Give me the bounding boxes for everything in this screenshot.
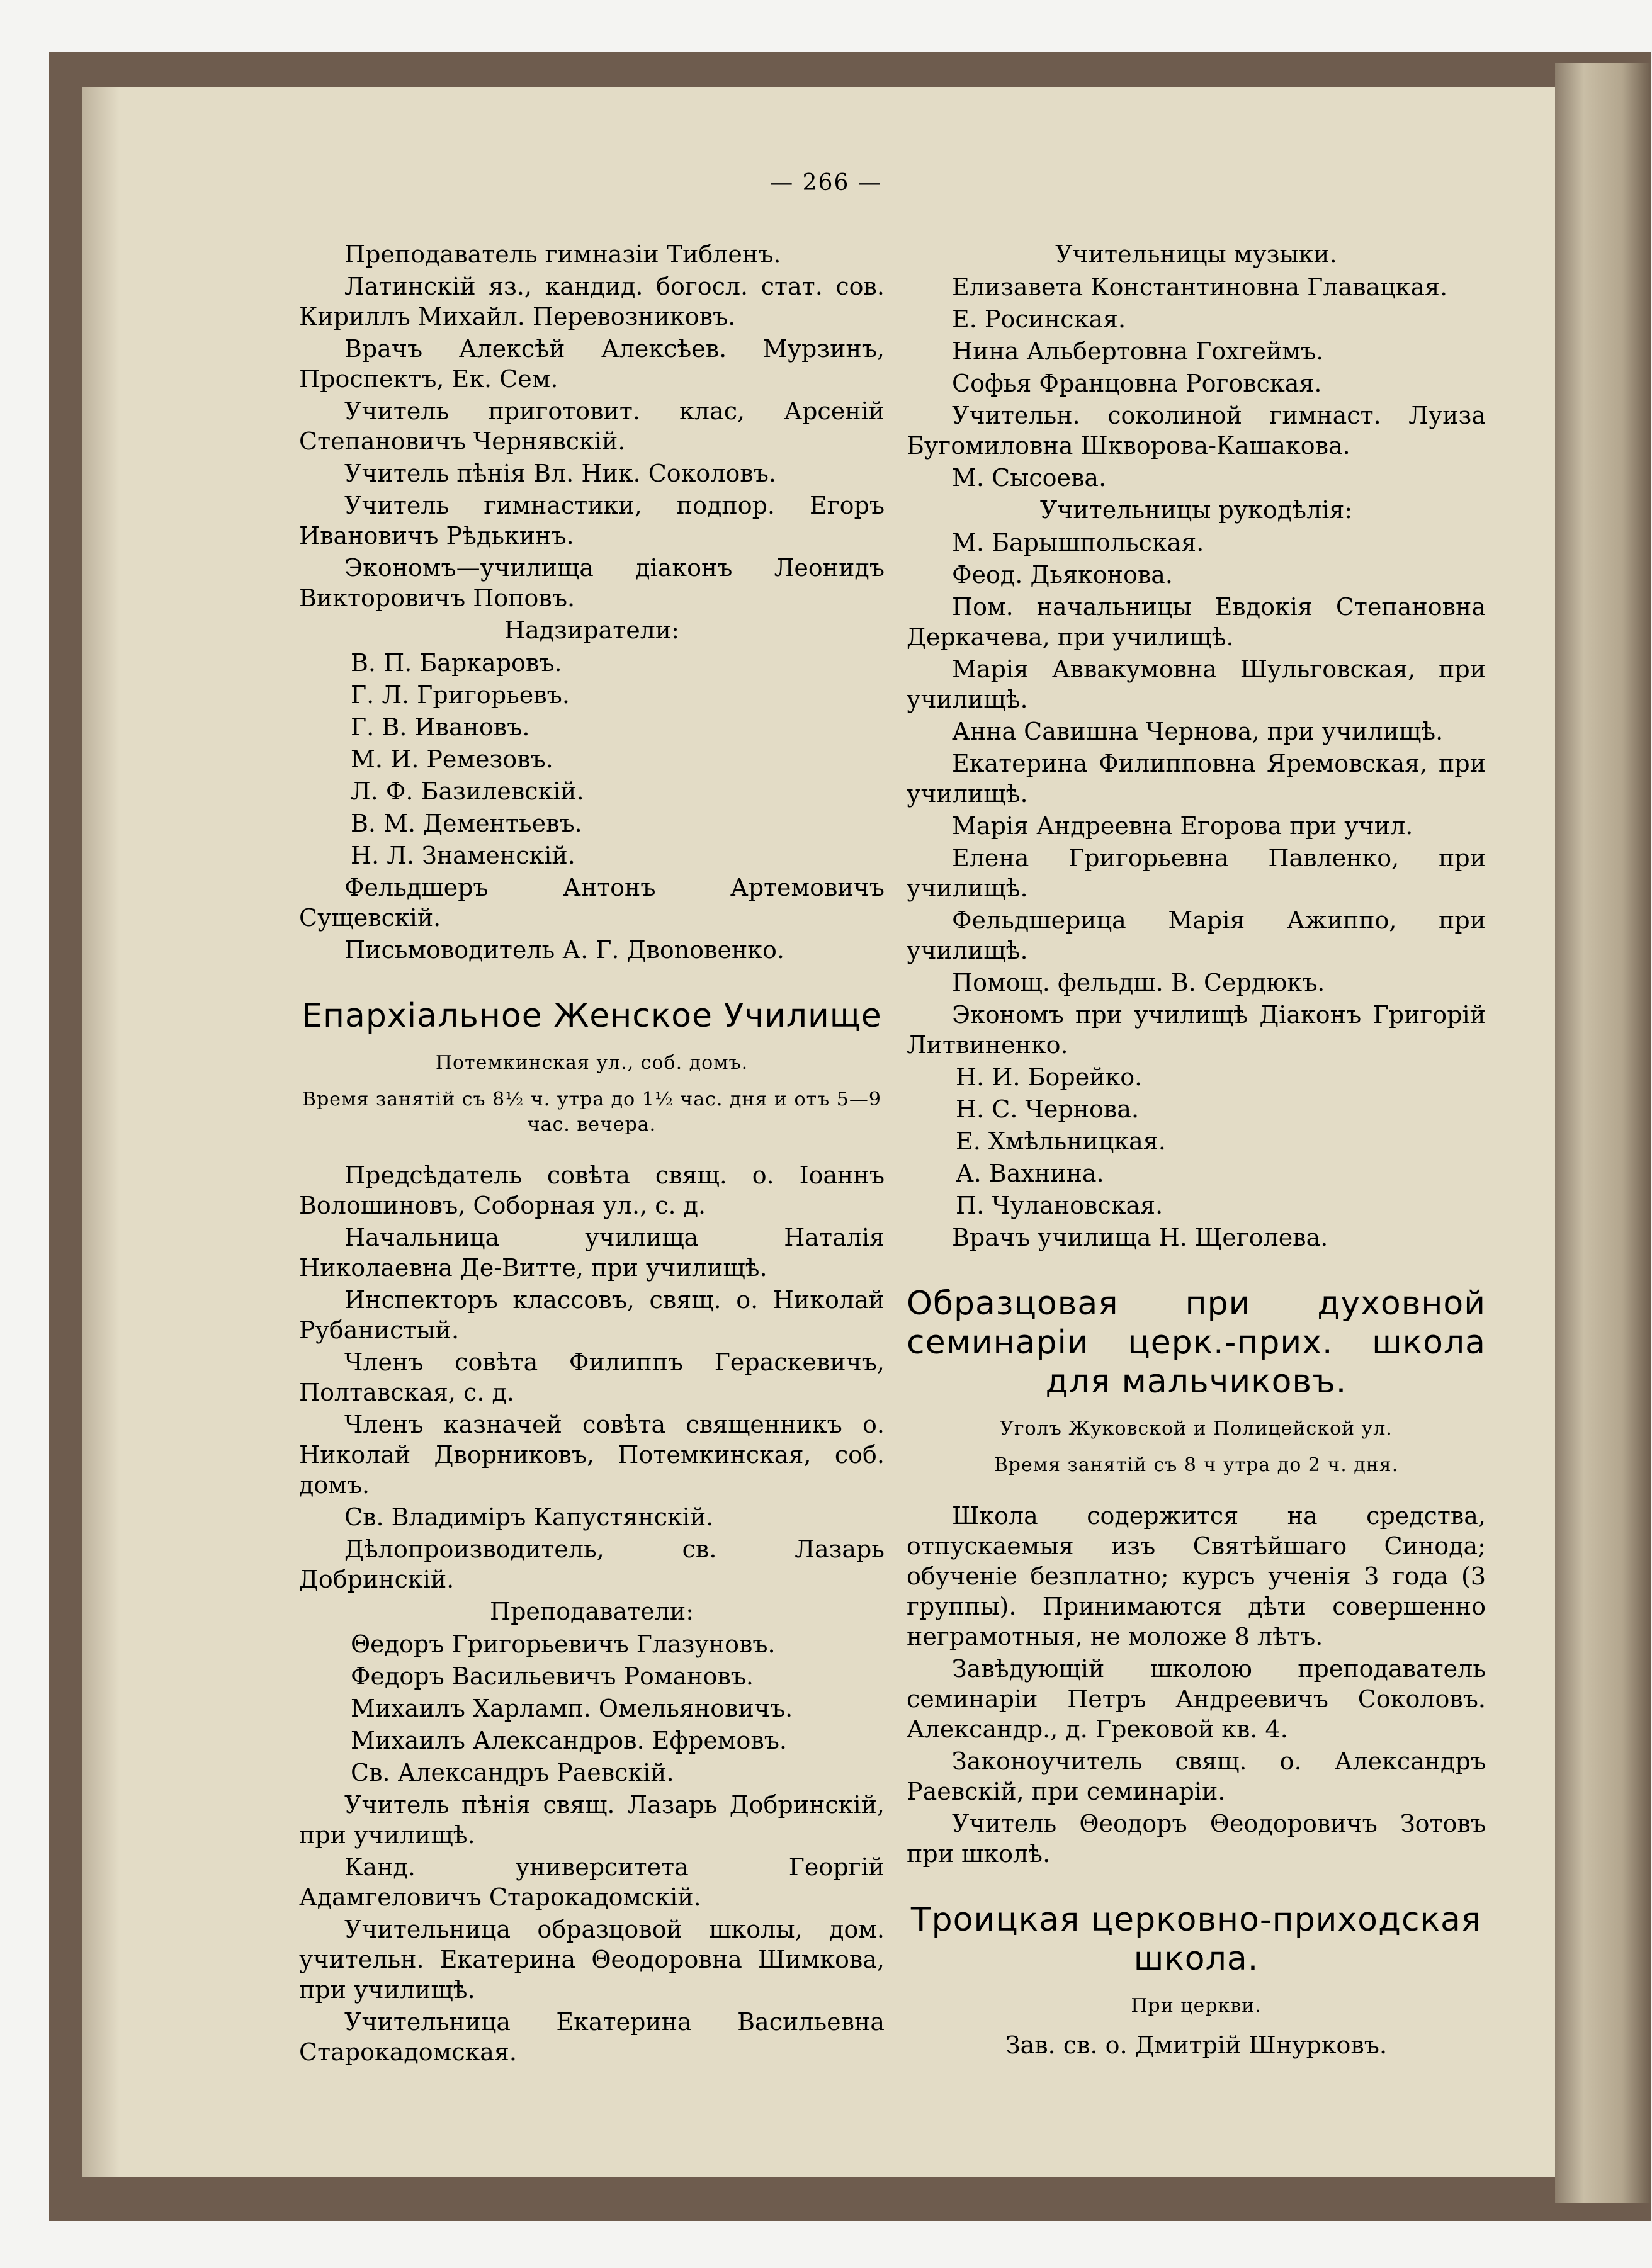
section-heading: Троицкая церковно-приходская школа. [910,1901,1482,1978]
left-column [299,239,885,2069]
paragraph: Учительница образцовой школы, дом. учительн. Екатерина Θеодоровна Шимкова, при училищѣ. [299,1915,885,2004]
paragraph: Екатерина Филипповна Яремовская, при училищѣ. [907,750,1486,808]
paragraph: Св. Владиміръ Капустянскій. [344,1503,714,1531]
paragraph: Нина Альбертовна Гохгеймъ. [952,337,1324,365]
paragraph: Членъ казначей совѣта священникъ о. Николай Дворниковъ, Потемкинская, соб. домъ. [299,1411,885,1499]
paragraph: Школа содержится на средства, отпускаемыя изъ Святѣйшаго Синода; обученіе безплатно; курсъ ученія 3 года (3 группы). Принимаются дѣти совершенно неграмотныя, не моложе 8 лѣтъ. [907,1502,1486,1650]
list-item: Михаилъ Александров. Ефремовъ. [351,1727,787,1754]
paragraph: Латинскій яз., кандид. богосл. стат. сов. Кириллъ Михайл. Перевозниковъ. [299,273,885,330]
section-hours: Время занятій съ 8½ ч. утра до 1½ час. дня и отъ 5—9 час. вечера. [302,1088,881,1136]
paragraph: Дѣлопроизводитель, св. Лазарь Добринскій. [299,1535,885,1593]
paragraph: Инспекторъ классовъ, свящ. о. Николай Рубанистый. [299,1286,885,1344]
paragraph: Анна Савишна Чернова, при училищѣ. [952,718,1444,745]
paragraph: Марія Андреевна Егорова при учил. [952,812,1413,840]
list-item: Н. И. Борейко. [956,1063,1143,1091]
supervisors-title: Надзиратели: [504,616,679,644]
paragraph: М. Барышпольская. [952,529,1204,556]
paragraph: Учитель пѣнія Вл. Ник. Соколовъ. [344,460,776,487]
list-item: Михаилъ Харламп. Омельяновичъ. [351,1695,793,1722]
paragraph: Врачъ Алексѣй Алексѣев. Мурзинъ, Проспектъ, Ек. Сем. [299,335,885,393]
section-heading: Образцовая при духовной семинаріи церк.-прих. школа для мальчиковъ. [907,1285,1486,1401]
page-number: — 266 — [770,170,882,196]
paragraph: Феод. Дьяконова. [952,561,1173,589]
paragraph: Фельдшеръ Антонъ Артемовичъ Сущевскій. [299,874,885,932]
needlework-teachers-title: Учительницы рукодѣлія: [1039,496,1353,524]
teachers-title: Преподаватели: [489,1598,694,1625]
paragraph: Пом. начальницы Евдокія Степановна Деркачева, при училищѣ. [907,593,1486,651]
paragraph: Елизавета Константиновна Главацкая. [952,273,1448,301]
list-item: Св. Александръ Раевскій. [351,1759,674,1786]
left-top-block [299,239,885,613]
paragraph: Помощ. фельдш. В. Сердюкъ. [952,969,1325,996]
paragraph: Фельдшерица Марія Ажиппо, при училищѣ. [907,906,1486,964]
list-item: Г. Л. Григорьевъ. [351,681,570,709]
list-item: А. Вахнина. [956,1159,1104,1187]
next-page-edge [1555,63,1651,2203]
paragraph: Учительн. соколиной гимнаст. Луиза Бугомиловна Шкворова-Кашакова. [907,402,1486,460]
list-item: М. И. Ремезовъ. [351,745,553,773]
paragraph: Предсѣдатель совѣта свящ. о. Іоаннъ Волошиновъ, Соборная ул., с. д. [299,1161,885,1219]
list-item: Г. В. Ивановъ. [351,713,530,741]
paragraph: М. Сысоева. [952,464,1107,492]
paragraph: Учительница Екатерина Васильевна Старокадомская. [299,2008,885,2066]
paragraph: Завѣдующій школою преподаватель семинаріи Петръ Андреевичъ Соколовъ. Александр., д. Грековой кв. 4. [907,1655,1486,1743]
list-item: Н. С. Чернова. [956,1095,1140,1123]
section-address: Потемкинская ул., соб. домъ. [435,1052,749,1074]
staff-list [907,1062,1486,1221]
paragraph: Врачъ училища Н. Щеголева. [952,1224,1328,1251]
paragraph: Учитель приготовит. клас, Арсеній Степановичъ Чернявскій. [299,397,885,455]
list-item: Федоръ Васильевичъ Романовъ. [351,1662,754,1690]
paragraph: Начальница училища Наталія Николаевна Де-Витте, при училищѣ. [299,1224,885,1282]
teachers-list [299,1629,885,1788]
paragraph: Преподаватель гимназіи Тибленъ. [344,240,781,268]
paragraph: Софья Францовна Роговская. [952,370,1322,397]
paragraph: Учитель Θеодоръ Θеодоровичъ Зотовъ при школѣ. [907,1810,1486,1868]
list-item: В. М. Дементьевъ. [351,810,582,837]
paragraph: Зав. св. о. Дмитрій Шнурковъ. [1005,2031,1388,2059]
music-teachers-title: Учительницы музыки. [1055,240,1337,268]
paragraph: Е. Росинская. [952,305,1126,333]
supervisors-list [299,648,885,871]
paragraph: Членъ совѣта Филиппъ Гераскевичъ, Полтавская, с. д. [299,1348,885,1406]
list-item: П. Чулановская. [956,1192,1163,1219]
section-hours: Время занятій съ 8 ч утра до 2 ч. дня. [993,1454,1399,1476]
list-item: Н. Л. Знаменскій. [351,842,575,869]
paragraph: Канд. университета Георгій Адамгеловичъ Старокадомскій. [299,1853,885,1911]
section-address: При церкви. [1131,1995,1262,2017]
list-item: Е. Хмѣльницкая. [956,1127,1166,1155]
section-address: Уголъ Жуковской и Полицейской ул. [1000,1418,1393,1440]
paragraph: Учитель гимнастики, подпор. Егоръ Ивановичъ Рѣдькинъ. [299,492,885,550]
list-item: В. П. Баркаровъ. [351,649,562,677]
list-item: Л. Ф. Базилевскій. [351,777,584,805]
paragraph: Законоучитель свящ. о. Александръ Раевскій, при семинаріи. [907,1747,1486,1805]
paragraph: Письмоводитель А. Г. Двоnовенко. [344,936,784,964]
list-item: Θедоръ Григорьевичъ Глазуновъ. [351,1630,776,1658]
paragraph: Марія Аввакумовна Шульговская, при училищѣ. [907,655,1486,713]
right-column [907,239,1486,2062]
section-heading: Епархіальное Женское Училище [302,997,882,1035]
page-gutter-shadow [82,87,120,2177]
paragraph: Экономъ при училищѣ Діаконъ Григорій Литвиненко. [907,1001,1486,1059]
paragraph: Учитель пѣнія свящ. Лазарь Добринскій, при училищѣ. [299,1791,885,1849]
paragraph: Экономъ—училища діаконъ Леонидъ Викторовичъ Поповъ. [299,554,885,612]
paragraph: Елена Григорьевна Павленко, при училищѣ. [907,844,1486,902]
